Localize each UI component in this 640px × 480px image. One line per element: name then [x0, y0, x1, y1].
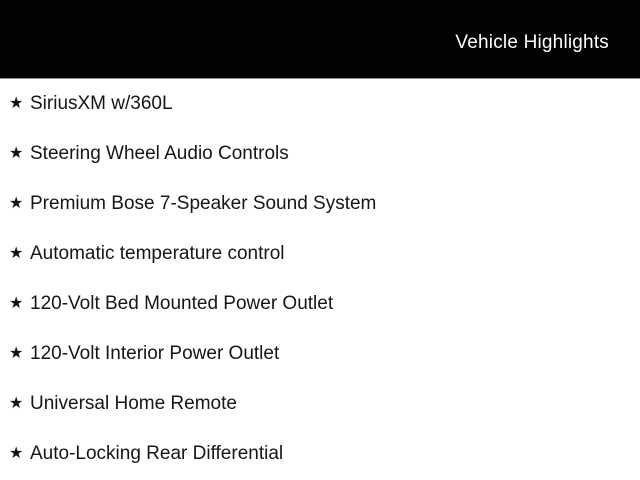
star-icon: ★ — [9, 145, 24, 162]
list-item — [0, 379, 640, 429]
feature-label: SiriusXM w/360L — [30, 93, 173, 114]
page-title: Vehicle Highlights — [455, 31, 609, 53]
feature-label: Auto-Locking Rear Differential — [30, 443, 284, 464]
list-item — [0, 279, 640, 329]
list-item — [0, 429, 640, 479]
list-item — [0, 329, 640, 379]
feature-label: 120-Volt Bed Mounted Power Outlet — [30, 293, 334, 314]
list-item — [0, 79, 640, 129]
feature-label: Steering Wheel Audio Controls — [30, 143, 289, 164]
star-icon: ★ — [9, 295, 24, 312]
feature-label: 120-Volt Interior Power Outlet — [30, 343, 280, 364]
feature-label: Premium Bose 7-Speaker Sound System — [30, 193, 377, 214]
star-icon: ★ — [9, 445, 24, 462]
feature-label: Automatic temperature control — [30, 243, 285, 264]
star-icon: ★ — [9, 195, 24, 212]
star-icon: ★ — [9, 345, 24, 362]
list-item — [0, 129, 640, 179]
star-icon: ★ — [9, 95, 24, 112]
header-bar — [0, 0, 640, 79]
feature-list — [0, 79, 640, 479]
feature-label: Universal Home Remote — [30, 393, 237, 414]
list-item — [0, 229, 640, 279]
list-item — [0, 179, 640, 229]
star-icon: ★ — [9, 395, 24, 412]
star-icon: ★ — [9, 245, 24, 262]
